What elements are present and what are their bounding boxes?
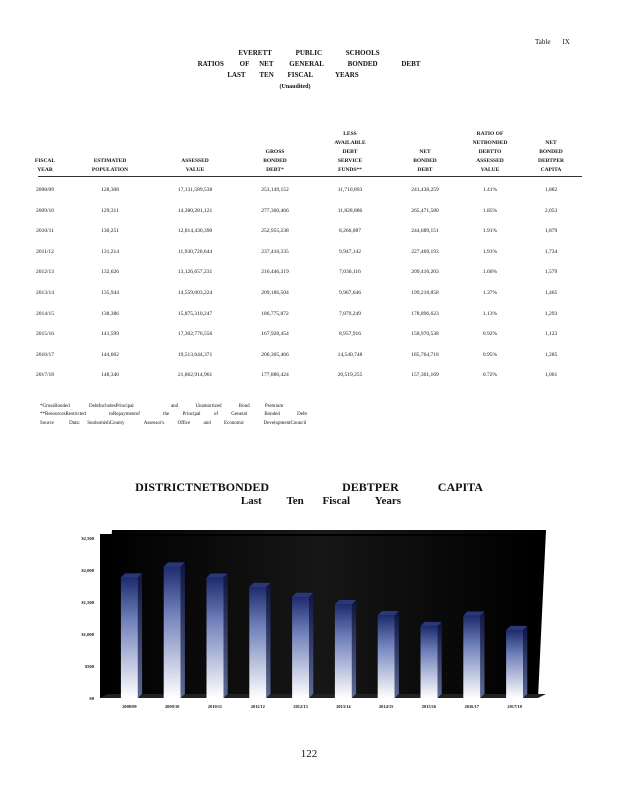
footnote-word: the (163, 412, 170, 417)
footnote-word: Source (40, 421, 54, 426)
bar (207, 578, 224, 698)
page-subtitle: (Unaudited) (279, 84, 311, 90)
cell-ratio: 1.60% (482, 269, 498, 276)
header-text: ASSESSED (181, 158, 209, 164)
cell-ratio: 1.13% (482, 310, 498, 317)
header-text: DEBTPER (538, 158, 564, 164)
cell-less: 9,967,646 (339, 290, 361, 296)
cell-pop: 135,944 (101, 290, 119, 296)
table-row (0, 228, 618, 238)
table-row (0, 187, 618, 197)
header-text: DEBT* (266, 167, 284, 173)
bar (421, 626, 438, 698)
page-title-line2 (0, 59, 618, 70)
header-text: AVAILABLE (334, 140, 366, 146)
header-rule (38, 176, 582, 177)
cell-less: 11,828,886 (337, 207, 363, 214)
header-text: YEAR (37, 167, 53, 173)
bar-side (181, 562, 185, 698)
cell-percap: 2,053 (544, 207, 558, 214)
cell-percap: 1,879 (544, 228, 558, 235)
table-row (0, 208, 618, 218)
header-text: CAPITA (540, 167, 562, 173)
cell-year: 2010/11 (36, 228, 54, 235)
footnote-word: Premium (264, 404, 284, 409)
cell-year: 2016/17 (35, 351, 55, 358)
footnote-word: Economic (224, 421, 245, 426)
table-row (0, 372, 618, 382)
y-tick-label: $2,500 (81, 536, 94, 541)
cell-gross: 252,955,238 (261, 228, 289, 235)
chart-title-line1 (0, 480, 618, 495)
cell-pop: 144,602 (101, 351, 119, 358)
footnote-word: of (213, 412, 218, 417)
header-text: NET (545, 140, 557, 146)
cell-net: 158,970,538 (411, 331, 439, 338)
bar-side (438, 622, 442, 698)
header-ratio (462, 130, 518, 175)
cell-assessed: 12,814,430,390 (177, 228, 213, 235)
header-gross (250, 148, 300, 175)
header-text: BONDED (263, 158, 287, 164)
cell-gross: 237,416,335 (261, 248, 289, 255)
cell-ratio: 1.91% (482, 248, 498, 255)
cell-percap: 1,123 (544, 331, 558, 338)
bar (463, 616, 480, 698)
bar-side (309, 593, 313, 698)
cell-gross: 209,186,504 (261, 290, 289, 296)
cell-gross: 200,305,466 (261, 351, 289, 358)
footnote-word: SnohomishCounty (87, 421, 125, 426)
footnote-word: toRepaymentof (109, 412, 140, 417)
cell-net: 265,471,580 (411, 207, 439, 214)
bar-side (395, 611, 399, 698)
y-tick-label: $2,000 (81, 568, 94, 573)
cell-gross: 167,928,454 (261, 331, 289, 338)
cell-pop: 148,340 (101, 372, 119, 379)
x-tick-label: 2017/18 (507, 704, 522, 709)
cell-year: 2012/13 (35, 269, 55, 276)
x-tick-label: 2014/15 (378, 704, 394, 709)
header-text: LESS (343, 131, 357, 137)
x-tick-label: 2012/13 (293, 704, 308, 709)
x-tick-label: 2008/09 (122, 704, 137, 709)
table-row (0, 331, 618, 341)
title-word: TEN (259, 71, 274, 79)
footnote-word: Assessor's (143, 421, 165, 426)
title-word: YEARS (334, 71, 359, 79)
cell-assessed: 15,875,310,247 (177, 310, 213, 317)
x-tick-label: 2013/14 (336, 704, 351, 709)
footnote-2 (40, 411, 307, 419)
cell-year: 2011/12 (36, 248, 54, 255)
footnote-word: *GrossBonded (40, 404, 70, 409)
table-row (0, 249, 618, 259)
footnote-word: Principal (182, 412, 201, 417)
cell-gross: 277,300,466 (261, 207, 289, 214)
cell-assessed: 21,862,914,961 (177, 372, 213, 379)
cell-assessed: 13,126,657,231 (177, 269, 213, 276)
cell-ratio: 1.91% (482, 228, 498, 235)
cell-year: 2017/18 (35, 372, 55, 379)
header-text: SERVICE (337, 158, 363, 164)
bar-side (138, 573, 142, 698)
title-word: OF (239, 60, 250, 68)
cell-net: 185,764,718 (411, 351, 439, 358)
footnote-3 (40, 420, 306, 428)
header-text: DEBTTO (478, 149, 502, 155)
chart-title-word: Fiscal (322, 495, 351, 507)
cell-net: 227,469,193 (411, 248, 439, 255)
header-assessed (170, 157, 220, 175)
cell-less: 8,957,916 (339, 331, 361, 338)
header-text: VALUE (480, 167, 500, 173)
chart-title-word: DEBTPER (342, 480, 399, 494)
y-tick-label: $500 (84, 664, 94, 669)
header-text: NETBONDED (472, 140, 508, 146)
table-number: IX (562, 38, 570, 46)
cell-pop: 128,308 (101, 187, 119, 193)
header-text: ASSESSED (476, 158, 504, 164)
header-text: DEBT (417, 167, 433, 173)
footnote-word: Bond (238, 404, 250, 409)
cell-year: 2014/15 (35, 310, 55, 317)
title-word: FISCAL (287, 71, 314, 79)
footnote-word: and (203, 421, 211, 426)
chart-title-word: Last (240, 495, 262, 507)
cell-gross: 216,446,319 (261, 269, 289, 276)
cell-assessed: 17,302,776,556 (177, 331, 213, 338)
cell-assessed: 14,559,003,224 (177, 290, 213, 296)
footnote-word: Office (177, 421, 191, 426)
cell-less: 7,879,249 (339, 310, 361, 317)
bar-side (523, 626, 527, 698)
cell-percap: 1,734 (544, 248, 558, 255)
cell-percap: 1,579 (544, 269, 558, 276)
title-word: BONDED (347, 60, 378, 68)
cell-ratio: 1.85% (482, 207, 498, 214)
cell-assessed: 17,131,589,538 (177, 187, 213, 193)
cell-gross: 186,775,872 (261, 310, 289, 317)
cell-percap: 1,285 (544, 351, 558, 358)
cell-net: 209,416,203 (411, 269, 439, 276)
table-row (0, 352, 618, 362)
footnote-1 (40, 403, 283, 411)
title-word: EVERETT (238, 49, 272, 57)
cell-gross: 177,880,424 (261, 372, 289, 379)
footnote-word: Debt (297, 412, 307, 417)
bar-side (352, 600, 356, 698)
cell-year: 2008/09 (35, 187, 55, 193)
title-word: GENERAL (289, 60, 324, 68)
footnote-word: and (170, 404, 179, 409)
header-text: POPULATION (91, 167, 129, 173)
table-label-text: Table (535, 38, 551, 46)
header-text: GROSS (265, 149, 285, 155)
cell-net: 199,218,858 (411, 290, 439, 296)
chart-title-word: Years (374, 495, 402, 507)
chart-title-word: Ten (286, 495, 304, 507)
header-population (82, 157, 138, 175)
footnote-word: Data: (69, 421, 80, 426)
footnote-word: DevelopmentCouncil (263, 421, 307, 426)
cell-ratio: 0.92% (482, 331, 498, 338)
bar (164, 567, 181, 698)
header-text: BONDED (539, 149, 563, 155)
bar (378, 615, 395, 698)
cell-less: 7,030,116 (339, 269, 361, 276)
cell-net: 157,361,169 (411, 372, 439, 379)
cell-assessed: 19,513,644,371 (177, 351, 213, 358)
page-title-line1 (0, 48, 618, 59)
cell-percap: 1,882 (544, 187, 558, 193)
bar (506, 630, 523, 698)
cell-pop: 141,599 (101, 331, 119, 338)
cell-percap: 1,061 (544, 372, 558, 379)
bar (335, 604, 352, 698)
header-less-available (322, 130, 378, 175)
title-word: PUBLIC (295, 49, 323, 57)
cell-year: 2015/16 (35, 331, 55, 338)
cell-assessed: 14,380,281,121 (177, 207, 213, 214)
cell-pop: 131,214 (101, 248, 119, 255)
chart-title-line2 (12, 495, 618, 507)
header-text: ESTIMATED (93, 158, 127, 164)
table-label (535, 38, 570, 46)
cell-ratio: 0.72% (482, 372, 498, 379)
cell-ratio: 1.37% (482, 290, 498, 296)
x-tick-label: 2015/16 (421, 704, 437, 709)
cell-year: 2009/10 (35, 207, 55, 214)
cell-ratio: 0.95% (482, 351, 498, 358)
cell-pop: 132,626 (101, 269, 119, 276)
chart-title-word: DISTRICTNETBONDED (135, 480, 270, 494)
chart-title-word: CAPITA (437, 480, 483, 494)
cell-gross: 253,149,152 (261, 187, 289, 193)
cell-pop: 138,386 (101, 310, 119, 317)
bar (292, 597, 309, 698)
title-word: RATIOS (197, 60, 224, 68)
bar-side (224, 574, 228, 698)
bar (249, 587, 266, 698)
x-tick-label: 2010/11 (207, 704, 223, 709)
bar-side (480, 612, 484, 698)
cell-year: 2013/14 (35, 290, 55, 296)
title-word: SCHOOLS (345, 49, 380, 57)
cell-less: 20,519,255 (337, 372, 363, 379)
x-tick-label: 2009/10 (164, 704, 180, 709)
header-text: NET (419, 149, 431, 155)
header-per-capita (526, 139, 576, 175)
cell-less: 14,540,748 (337, 351, 363, 358)
x-tick-label: 2011/12 (250, 704, 265, 709)
title-word: NET (259, 60, 274, 68)
header-text: FUNDS** (338, 167, 362, 173)
x-tick-label: 2016/17 (464, 704, 480, 709)
cell-less: 11,710,893 (337, 187, 363, 193)
title-word: DEBT (401, 60, 421, 68)
bar (121, 578, 138, 698)
header-text: VALUE (185, 167, 205, 173)
bar-side (266, 583, 270, 698)
header-text: FISCAL (34, 158, 56, 164)
footnote-word: General (231, 412, 248, 417)
header-text: BONDED (413, 158, 437, 164)
page-title-line3 (0, 70, 602, 81)
y-tick-label: $1,500 (81, 600, 94, 605)
footnote-word: Bonded (264, 412, 280, 417)
cell-net: 244,689,151 (411, 228, 439, 235)
footnote-word: DebtIncludesPrincipal (88, 404, 134, 409)
title-word: LAST (227, 71, 246, 79)
header-net (400, 148, 450, 175)
header-text: RATIO OF (476, 131, 504, 137)
cell-less: 9,947,142 (339, 248, 361, 255)
cell-assessed: 11,930,720,644 (177, 248, 213, 255)
cell-ratio: 1.41% (482, 187, 498, 193)
footnote-word: Unamortized (195, 404, 222, 409)
header-fiscal-year (30, 157, 60, 175)
footnote-word: **ResourcesRestricted (40, 412, 86, 417)
cell-pop: 130,251 (101, 228, 119, 235)
cell-net: 241,438,259 (411, 187, 439, 193)
cell-percap: 1,293 (544, 310, 558, 317)
header-text: DEBT (342, 149, 358, 155)
cell-pop: 129,311 (101, 207, 119, 214)
table-row (0, 269, 618, 279)
cell-percap: 1,465 (544, 290, 558, 296)
table-row (0, 290, 618, 300)
cell-less: 8,266,087 (339, 228, 361, 235)
page-number: 122 (300, 748, 318, 760)
y-tick-label: $1,000 (81, 632, 94, 637)
table-row (0, 311, 618, 321)
y-tick-label: $0 (89, 696, 94, 701)
cell-net: 178,896,623 (411, 310, 439, 317)
per-capita-bar-chart (0, 520, 618, 720)
